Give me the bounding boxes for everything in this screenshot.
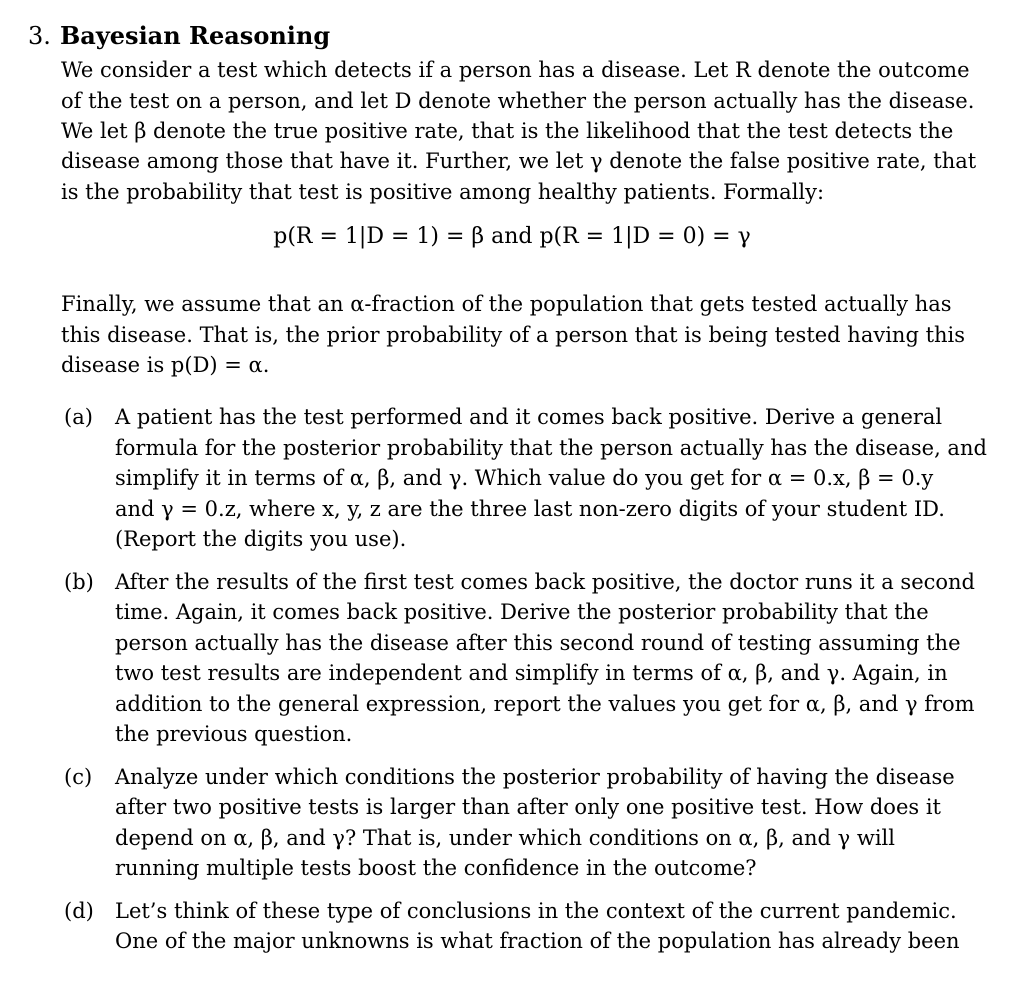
item-d-label: (d) — [64, 899, 94, 923]
item-c-line: depend on α, β, and γ? That is, under which conditions on α, β, and γ will — [115, 826, 895, 850]
item-c-label: (c) — [64, 765, 93, 789]
intro-line: disease among those that have it. Further, we let γ denote the false positive rate, that — [61, 149, 977, 173]
item-b-line: two test results are independent and simplify in terms of α, β, and γ. Again, in — [115, 661, 948, 685]
item-b-line: addition to the general expression, report the values you get for α, β, and γ from — [115, 692, 975, 716]
item-a-line: simplify it in terms of α, β, and γ. Which value do you get for α = 0.x, β = 0.y — [115, 466, 934, 490]
item-b-line: person actually has the disease after this second round of testing assuming the — [115, 631, 961, 655]
item-a-label: (a) — [64, 405, 93, 429]
item-b-line: the previous question. — [115, 722, 353, 746]
prior-line: disease is p(D) = α. — [61, 353, 270, 377]
item-b-label: (b) — [64, 570, 94, 594]
item-d-line: One of the major unknowns is what fraction of the population has already been — [115, 929, 960, 953]
display-equation: p(R = 1|D = 1) = β and p(R = 1|D = 0) = γ — [273, 224, 751, 249]
prior-line: Finally, we assume that an α-fraction of the population that gets tested actually has — [61, 292, 952, 316]
item-a-line: formula for the posterior probability that the person actually has the disease, and — [115, 436, 987, 460]
item-d-line: Let’s think of these type of conclusions in the context of the current pandemic. — [115, 899, 957, 923]
intro-line: We let β denote the true positive rate, that is the likelihood that the test detects the — [61, 119, 954, 143]
item-a-line: and γ = 0.z, where x, y, z are the three last non-zero digits of your student ID. — [115, 497, 945, 521]
item-a-line: A patient has the test performed and it comes back positive. Derive a general — [115, 405, 943, 429]
prior-line: this disease. That is, the prior probability of a person that is being tested having this — [61, 323, 966, 347]
item-c-line: Analyze under which conditions the posterior probability of having the disease — [115, 765, 955, 789]
intro-line: is the probability that test is positive among healthy patients. Formally: — [61, 180, 825, 204]
item-c-line: after two positive tests is larger than after only one positive test. How does it — [115, 795, 941, 819]
intro-line: We consider a test which detects if a person has a disease. Let R denote the outcome — [61, 58, 970, 82]
intro-line: of the test on a person, and let D denote whether the person actually has the disease. — [61, 89, 975, 113]
section-title: Bayesian Reasoning — [60, 21, 331, 50]
section-number: 3. — [28, 22, 51, 50]
item-b-line: time. Again, it comes back positive. Derive the posterior probability that the — [115, 600, 929, 624]
item-c-line: running multiple tests boost the confidence in the outcome? — [115, 856, 757, 880]
section-heading — [28, 20, 330, 52]
item-a-line: (Report the digits you use). — [115, 527, 407, 551]
item-b-line: After the results of the first test comes back positive, the doctor runs it a second — [115, 570, 975, 594]
